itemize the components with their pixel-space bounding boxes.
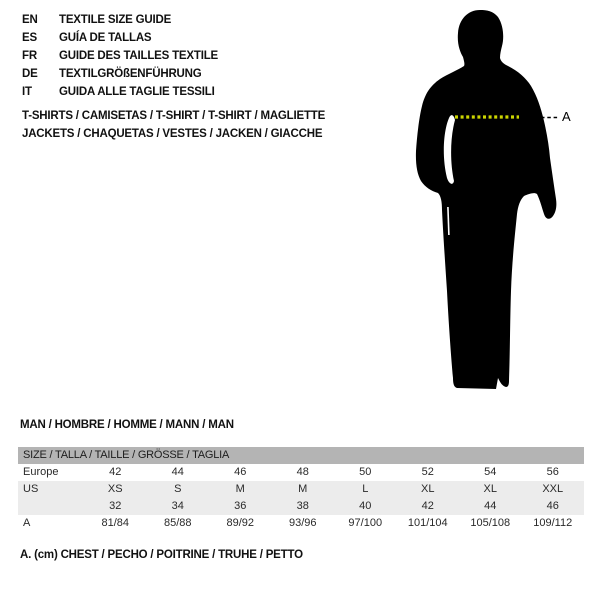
size-cell: XL <box>483 483 497 495</box>
lang-row-de <box>22 65 218 83</box>
man-silhouette-figure <box>400 6 575 394</box>
size-table <box>18 447 584 532</box>
table-row-numeric <box>18 498 584 515</box>
category-jackets: JACKETS / CHAQUETAS / VESTES / JACKEN / GIACCHE <box>22 128 323 140</box>
section-heading-man: MAN / HOMBRE / HOMME / MANN / MAN <box>20 419 234 431</box>
lang-label: GUIDA ALLE TAGLIE TESSILI <box>59 86 215 98</box>
size-cell: 46 <box>546 500 559 512</box>
size-cell: 101/104 <box>407 517 448 529</box>
lang-code: IT <box>22 86 32 98</box>
lang-label: TEXTILE SIZE GUIDE <box>59 14 172 26</box>
size-cell: 54 <box>484 466 497 478</box>
size-cell: 46 <box>234 466 247 478</box>
size-cell: 89/92 <box>226 517 255 529</box>
size-cell: 52 <box>421 466 434 478</box>
size-cell: 105/108 <box>470 517 511 529</box>
size-cell: 97/100 <box>348 517 383 529</box>
size-cell: 36 <box>234 500 247 512</box>
row-label: US <box>23 483 39 495</box>
size-cell: 109/112 <box>533 517 573 529</box>
measure-label-a: A <box>562 109 571 124</box>
size-cell: 42 <box>109 466 122 478</box>
size-cell: M <box>298 483 308 495</box>
measure-footnote: A. (cm) CHEST / PECHO / POITRINE / TRUHE / PETTO <box>20 549 303 561</box>
size-cell: L <box>362 483 369 495</box>
size-cell: XXL <box>542 483 564 495</box>
size-cell: XL <box>421 483 435 495</box>
lang-label: GUÍA DE TALLAS <box>59 32 152 44</box>
size-cell: 34 <box>171 500 184 512</box>
size-cell: 93/96 <box>288 517 317 529</box>
size-cell: 85/88 <box>163 517 192 529</box>
size-cell: 50 <box>359 466 372 478</box>
lang-label: GUIDE DES TAILLES TEXTILE <box>59 50 218 62</box>
lang-code: ES <box>22 32 37 44</box>
size-cell: XS <box>107 483 123 495</box>
lang-code: FR <box>22 50 37 62</box>
language-list <box>22 11 218 101</box>
man-silhouette <box>400 6 575 394</box>
lang-label: TEXTILGRÖßENFÜHRUNG <box>59 68 202 80</box>
lang-row-fr <box>22 47 218 65</box>
size-table-header: SIZE / TALLA / TAILLE / GRÖSSE / TAGLIA <box>18 447 584 464</box>
table-row-us <box>18 481 584 498</box>
lang-row-es <box>22 29 218 47</box>
lang-code: EN <box>22 14 38 26</box>
size-cell: 40 <box>359 500 372 512</box>
size-cell: 44 <box>484 500 497 512</box>
size-cell: M <box>235 483 245 495</box>
row-label: A <box>23 517 31 529</box>
table-row-europe <box>18 464 584 481</box>
size-cell: 42 <box>421 500 434 512</box>
size-cell: 38 <box>296 500 309 512</box>
size-cell: 56 <box>546 466 559 478</box>
size-cell: 48 <box>296 466 309 478</box>
lang-row-en <box>22 11 218 29</box>
size-cell: 81/84 <box>101 517 130 529</box>
row-label: Europe <box>23 466 59 478</box>
lang-row-it <box>22 83 218 101</box>
size-cell: S <box>174 483 182 495</box>
lang-code: DE <box>22 68 38 80</box>
size-cell: 44 <box>171 466 184 478</box>
garment-categories <box>22 107 325 143</box>
category-tshirts: T-SHIRTS / CAMISETAS / T-SHIRT / T-SHIRT / MAGLIETTE <box>22 110 326 122</box>
silhouette-body-path <box>416 10 556 389</box>
size-cell: 32 <box>109 500 122 512</box>
table-row-chest-a <box>18 515 584 532</box>
